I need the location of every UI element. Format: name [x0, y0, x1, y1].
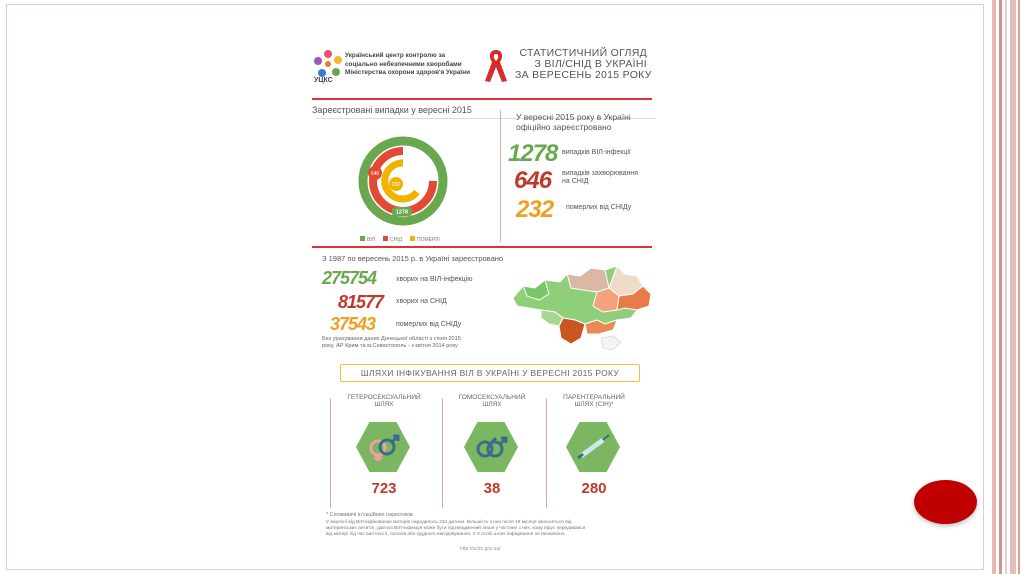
- legend-item-deaths: [410, 236, 440, 243]
- decor-stripe: [999, 0, 1002, 574]
- ucdc-logo-icon: [312, 48, 344, 80]
- label-line: ПАРЕНТЕРАЛЬНИЙ: [563, 394, 625, 401]
- label-line: ГОМОСЕКСУАЛЬНИЙ: [458, 394, 526, 401]
- route-heterosexual-hex: [356, 422, 410, 472]
- total-aids-label: хворих на СНІД: [396, 298, 447, 305]
- routes-banner-text: ШЛЯХИ ІНФІКУВАННЯ ВІЛ В УКРАЇНІ У ВЕРЕСНІ 2015 РОКУ: [360, 368, 620, 378]
- divider: [312, 246, 652, 248]
- syringe-icon: [573, 432, 613, 462]
- footer-line: материнських антитіл, діагноз ВІЛ-інфекція може бути підтверджений лише у частини з них, кому вірус передавався: [326, 526, 586, 531]
- infographic: [300, 30, 670, 560]
- route-homosexual-label: [442, 394, 542, 408]
- stat-aids-value: 646: [514, 167, 552, 194]
- donut-label-hiv: 1278: [395, 209, 409, 216]
- footer-url[interactable]: http://ucdc.gov.ua/: [460, 546, 501, 552]
- route-homosexual-value: 38: [483, 480, 501, 497]
- note-line: Без урахування даних Донецької області з січня 2015: [322, 336, 461, 342]
- org-line: соціально небезпечними хворобами: [345, 60, 462, 68]
- footer-line: від матері під час вагітності, пологів або грудного вигодовування. У 3 особі шлях інфікування не визначено.: [326, 532, 566, 537]
- org-line: Міністерства охорони здоров'я України: [345, 69, 471, 76]
- footer-line: У вересні від ВІЛ-інфікованих матерів народилось 234 дитини. Більшість з них після 18 місяця звільняться від: [326, 520, 572, 525]
- decor-stripe: [1010, 0, 1016, 574]
- red-ribbon-icon: [482, 48, 510, 84]
- title-line: СТАТИСТИЧНИЙ ОГЛЯД: [519, 47, 647, 59]
- route-heterosexual-label: [334, 394, 434, 408]
- total-aids-value: 81577: [338, 292, 384, 312]
- total-deaths-value: 37543: [330, 314, 376, 334]
- legend-label: СНІД: [390, 237, 403, 243]
- total-deaths-label: померлих від СНІДу: [396, 321, 462, 328]
- label-line: ШЛЯХ (СІН)*: [574, 401, 614, 408]
- stat-hiv-label: випадків ВІЛ-інфекції: [562, 149, 631, 156]
- route-homosexual-hex: [464, 422, 518, 472]
- footer-text: [326, 520, 656, 538]
- label-line: випадків захворювання: [562, 170, 639, 177]
- homosexual-icon: [471, 432, 511, 462]
- stat-aids-label: [562, 170, 638, 186]
- total-hiv-label: хворих на ВІЛ-інфекцію: [396, 276, 473, 283]
- routes-banner: [340, 364, 640, 382]
- footnote: * Споживачі ін'єкційних наркотиків: [326, 512, 413, 518]
- note-line: року, АР Крим та м.Севастополь - з квітня 2014 року: [322, 343, 458, 349]
- route-parenteral-label: [544, 394, 644, 408]
- vertical-divider: [330, 398, 331, 508]
- route-parenteral-value: 280: [581, 480, 607, 497]
- label-line: ГЕТЕРОСЕКСУАЛЬНИЙ: [347, 394, 421, 401]
- stat-deaths-label: померлих від СНІДу: [566, 204, 632, 211]
- total-hiv-value: 275754: [322, 268, 377, 288]
- route-parenteral-hex: [566, 422, 620, 472]
- org-name: [345, 52, 485, 78]
- donut-label-deaths: 232: [391, 182, 401, 188]
- legend-label: ВІЛ: [367, 237, 376, 243]
- label-line: ШЛЯХ: [374, 401, 394, 408]
- route-heterosexual-value: 723: [371, 480, 397, 497]
- intro-line: офіційно зареєстровано: [516, 122, 612, 132]
- stat-hiv-value: 1278: [508, 140, 558, 167]
- since1987-note: [322, 336, 461, 350]
- label-line: ШЛЯХ: [482, 401, 502, 408]
- logo-text: УЦКС: [314, 77, 333, 84]
- divider: [312, 98, 652, 100]
- decor-stripe: [992, 0, 996, 574]
- donut-chart: [355, 133, 451, 229]
- org-line: Український центр контролю за: [345, 52, 446, 59]
- heterosexual-icon: [363, 432, 403, 462]
- page-title: [515, 47, 652, 81]
- decor-stripe: [1018, 0, 1020, 574]
- title-line: ЗА ВЕРЕСЕНЬ 2015 РОКУ: [515, 69, 652, 81]
- donut-label-aids: 646: [370, 171, 380, 177]
- title-line: З ВІЛ/СНІД В УКРАЇНІ: [534, 58, 647, 70]
- stat-deaths-value: 232: [516, 196, 554, 223]
- intro-line: У вересні 2015 року в Україні: [516, 112, 631, 122]
- donut-legend: [360, 236, 440, 243]
- september-intro: [516, 112, 631, 132]
- since1987-title: З 1987 по вересень 2015 р. в Україні зареєстровано: [322, 254, 504, 263]
- legend-item-aids: [383, 236, 402, 243]
- label-line: на СНІД: [562, 178, 589, 185]
- nav-button[interactable]: [914, 480, 977, 524]
- ukraine-map: [505, 258, 660, 354]
- legend-item-hiv: [360, 236, 375, 243]
- september-section-title: Зареєстровані випадки у вересні 2015: [312, 105, 472, 115]
- decor-stripe: [1005, 0, 1007, 574]
- legend-label: ПОМЕРЛІ: [417, 237, 440, 243]
- vertical-divider: [500, 110, 501, 242]
